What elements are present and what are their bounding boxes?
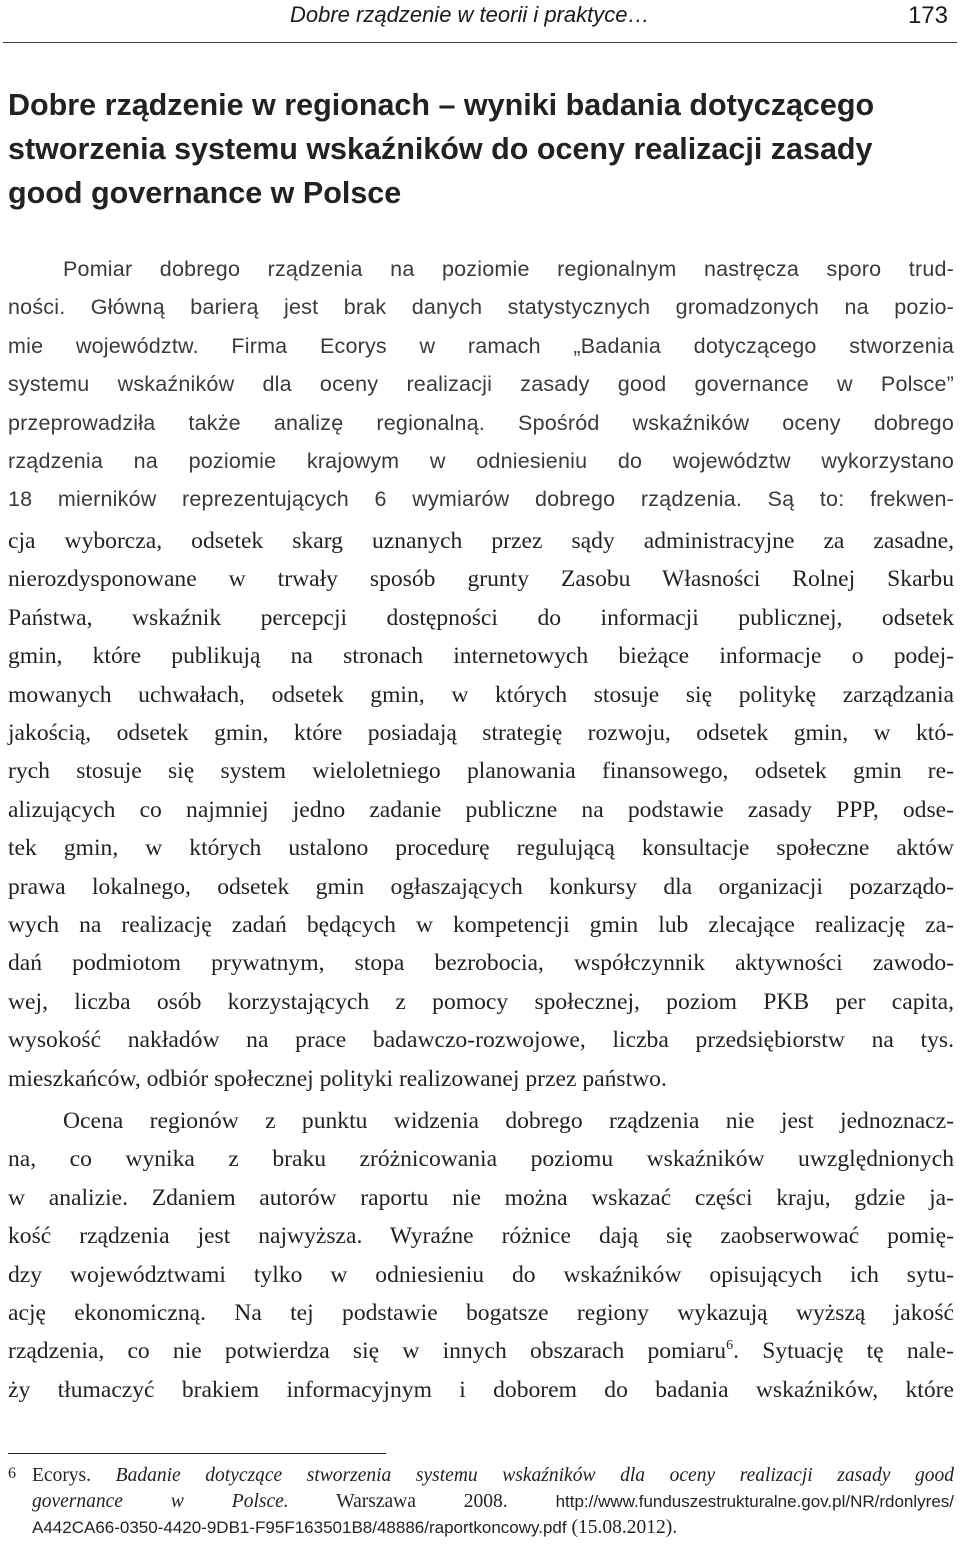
footnote-reference[interactable]: 6 [726, 1338, 734, 1354]
footnote-place-year: Warszawa 2008. [336, 1491, 508, 1512]
footnote [8, 1463, 954, 1541]
footnote-text [32, 1463, 954, 1541]
text-fragment: rządzenia, co nie potwierdza się w innych obszarach pomiaru [8, 1338, 727, 1365]
text-line: wysokość nakładów na prace badawczo-rozwojowe, liczba przedsiębiorstw na tys. [8, 1027, 954, 1054]
footnote-number: 6 [8, 1465, 16, 1482]
text-line: w analizie. Zdaniem autorów raportu nie można wskazać części kraju, gdzie ja- [8, 1184, 954, 1211]
text-line: rych stosuje się system wieloletniego planowania finansowego, odsetek gmin re- [8, 758, 954, 785]
text-line: cja wyborcza, odsetek skarg uznanych przez sądy administracyjne za zasadne, [8, 528, 954, 554]
footnote-title: Badanie dotyczące stworzenia systemu wskaźników dla oceny realizacji zasady good [115, 1465, 955, 1486]
footnote-line [32, 1489, 954, 1515]
text-line: systemu wskaźników dla oceny realizacji zasady good governance w Polsce” [8, 372, 954, 397]
footnote-rule [8, 1453, 386, 1454]
text-line-with-footnote-ref [8, 1332, 954, 1370]
text-line: Ocena regionów z punktu widzenia dobrego rządzenia nie jest jednoznacz- [63, 1108, 954, 1134]
text-line: mieszkańców, odbiór społecznej polityki realizowanej przez państwo. [8, 1065, 667, 1092]
footnote-url[interactable]: http://www.funduszestrukturalne.gov.pl/NR/rdonlyres/ [555, 1492, 954, 1511]
chapter-title: Dobre rządzenie w regionach – wyniki badania dotyczącego stworzenia systemu wskaźników do oceny realizacji zasady good governance w Polsce [8, 88, 875, 210]
page-number: 173 [907, 2, 948, 29]
footnote-url-cont[interactable]: A442CA66-0350-4420-9DB1-F95F163501B8/48886/raportkoncowy.pdf [32, 1518, 567, 1537]
text-line: mie województw. Firma Ecorys w ramach „Badania dotyczącego stworzenia [8, 333, 954, 358]
running-header [8, 0, 952, 30]
footnote-line [32, 1515, 954, 1541]
text-line: rządzenia na poziomie krajowym w odniesieniu do województw wykorzystano [8, 449, 954, 474]
text-line: ży tłumaczyć brakiem informacyjnym i doborem do badania wskaźników, które [8, 1376, 954, 1403]
text-line: ności. Główną barierą jest brak danych statystycznych gromadzonych na pozio- [8, 295, 954, 320]
header-rule [3, 42, 957, 43]
text-line: ację ekonomiczną. Na tej podstawie bogatsze regiony wykazują wyższą jakość [8, 1300, 954, 1327]
text-line: tek gmin, w których ustalono procedurę regulującą konsultacje społeczne aktów [8, 835, 954, 862]
paragraph-2 [8, 1102, 954, 1409]
text-line: wych na realizację zadań będących w kompetencji gmin lub zlecające realizację za- [8, 912, 954, 939]
text-line: 18 mierników reprezentujących 6 wymiarów dobrego rządzenia. Są to: frekwen- [8, 487, 954, 512]
footnote-title-cont: governance w Polsce. [32, 1491, 289, 1512]
paragraph-1-intro [8, 250, 954, 519]
text-line: Pomiar dobrego rządzenia na poziomie regionalnym nastręcza sporo trud- [63, 257, 954, 281]
text-line: na, co wynika z braku zróżnicowania poziomu wskaźników uwzględnionych [8, 1146, 954, 1173]
text-line: kość rządzenia jest najwyższa. Wyraźne różnice dają się zaobserwować pomię- [8, 1223, 954, 1250]
running-title: Dobre rządzenie w teorii i praktyce… [290, 2, 650, 27]
text-line: mowanych uchwałach, odsetek gmin, w których stosuje się politykę zarządzania [8, 681, 954, 708]
text-line: dań podmiotom prywatnym, stopa bezrobocia, współczynnik aktywności zawodo- [8, 950, 954, 977]
text-line: wej, liczba osób korzystających z pomocy społecznej, poziom PKB per capita, [8, 988, 954, 1015]
text-fragment: . Sytuację tę nale- [733, 1338, 955, 1365]
footnote-author: Ecorys. [32, 1465, 92, 1486]
text-line: jakością, odsetek gmin, które posiadają strategię rozwoju, odsetek gmin, w któ- [8, 720, 954, 747]
text-line: nierozdysponowane w trwały sposób grunty Zasobu Własności Rolnej Skarbu [8, 566, 954, 593]
text-line: gmin, które publikują na stronach internetowych bieżące informacje o podej- [8, 643, 954, 670]
text-line: przeprowadziła także analizę regionalną. Spośród wskaźników oceny dobrego [8, 410, 954, 435]
text-line: Państwa, wskaźnik percepcji dostępności do informacji publicznej, odsetek [8, 604, 954, 631]
text-line: dzy województwami tylko w odniesieniu do wskaźników opisujących ich sytu- [8, 1261, 954, 1288]
text-line: alizujących co najmniej jedno zadanie publiczne na podstawie zasady PPP, odse- [8, 796, 954, 823]
footnote-line [32, 1463, 954, 1489]
text-line: prawa lokalnego, odsetek gmin ogłaszających konkursy dla organizacji pozarządo- [8, 873, 954, 900]
paragraph-1-continuation [8, 522, 954, 1098]
footnote-access-date: (15.08.2012). [571, 1517, 678, 1538]
